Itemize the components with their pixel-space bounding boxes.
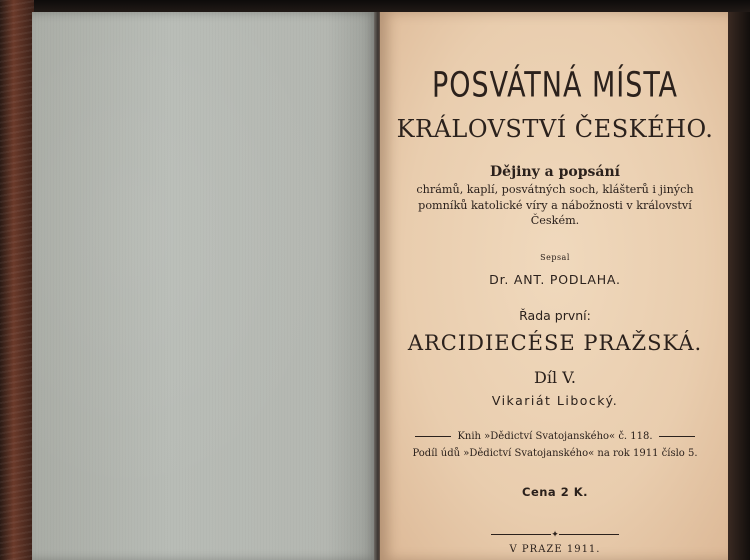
book-subtitle: Dějiny a popsání — [490, 164, 620, 180]
title-page — [380, 12, 730, 560]
book-cover-right-edge — [728, 12, 750, 560]
endpaper-left-page — [32, 12, 378, 560]
society-line — [380, 431, 730, 442]
series-label: Řada první: — [519, 308, 591, 323]
book-title: POSVÁTNÁ MÍSTA — [431, 65, 678, 106]
book-title-line2: KRÁLOVSTVÍ ČESKÉHO. — [396, 115, 714, 143]
book-cover-spine — [0, 0, 34, 560]
description-line: Českém. — [530, 214, 580, 227]
written-by-label: Sepsal — [540, 253, 570, 262]
description-line: chrámů, kaplí, posvátných soch, klášterů i jiných — [416, 183, 694, 196]
share-line: Podíl údů »Dědictví Svatojanského« na rok 1911 číslo 5. — [412, 448, 698, 459]
ornament-line — [559, 534, 619, 535]
ornament-divider — [380, 530, 730, 540]
author-name: Dr. ANT. PODLAHA. — [489, 272, 621, 287]
ornament-glyph-icon: ✦ — [551, 530, 559, 540]
divider-rule — [659, 436, 695, 437]
price-label: Cena 2 K. — [522, 485, 588, 499]
divider-rule — [415, 436, 451, 437]
vicariate-name: Vikariát Libocký. — [491, 393, 619, 408]
society-text: Knih »Dědictví Svatojanského« č. 118. — [457, 431, 653, 442]
book-description — [380, 182, 730, 229]
volume-number: Díl V. — [534, 368, 576, 387]
description-line: pomníků katolické víry a nábožnosti v království — [418, 198, 692, 212]
place-year: V PRAZE 1911. — [509, 544, 601, 555]
ornament-line — [491, 534, 551, 535]
diocese-title: ARCIDIECÉSE PRAŽSKÁ. — [407, 331, 703, 355]
